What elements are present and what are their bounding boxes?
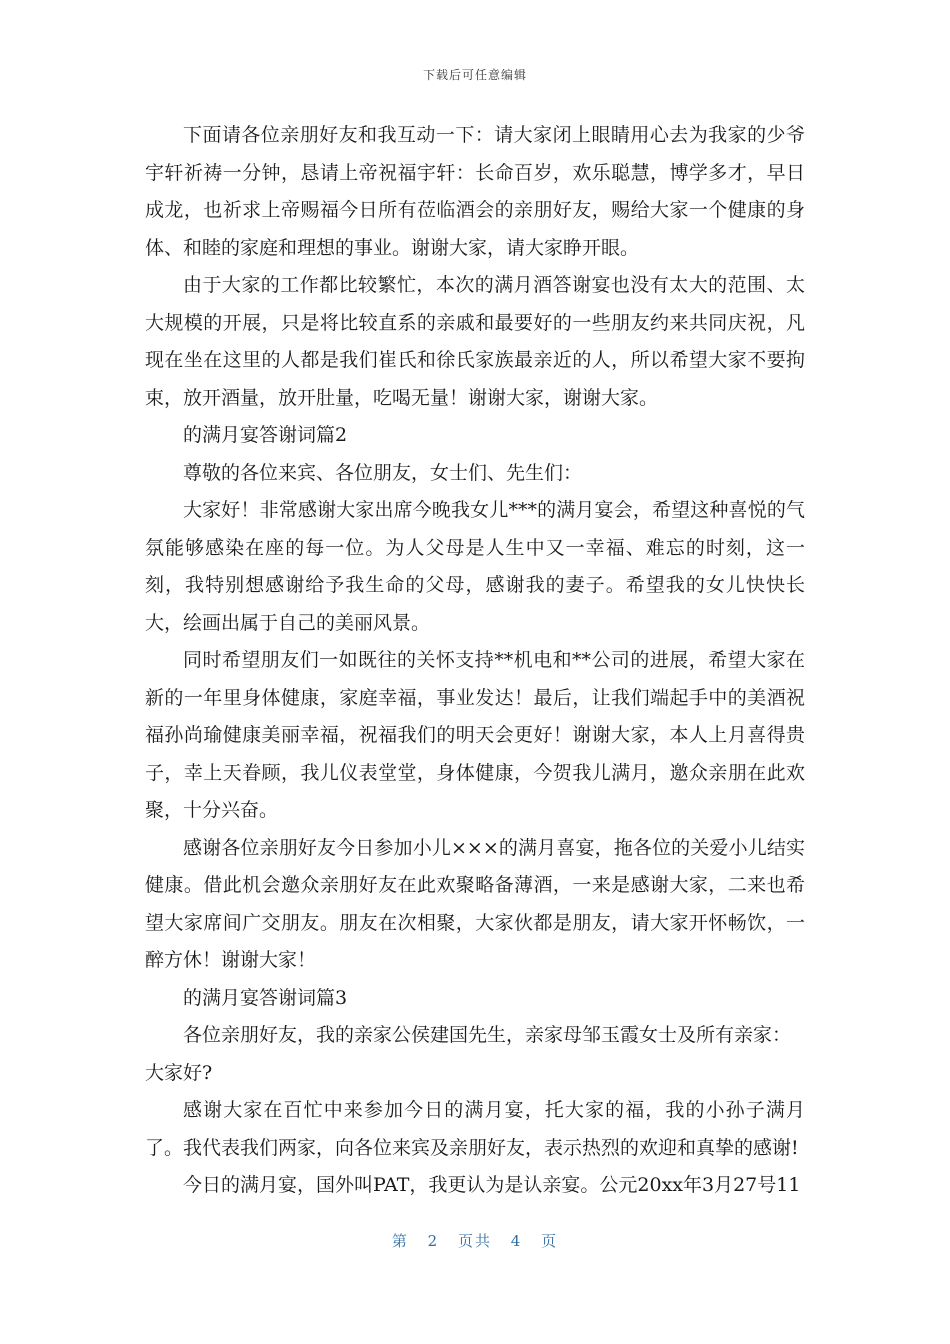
footer-page-number: 2 bbox=[427, 1232, 440, 1250]
document-body bbox=[145, 117, 805, 1205]
footer-ye: 页 bbox=[541, 1232, 559, 1250]
paragraph: 下面请各位亲朋好友和我互动一下：请大家闭上眼睛用心去为我家的少爷宇轩祈祷一分钟，恳请上帝祝福宇轩：长命百岁，欢乐聪慧，博学多才，早日成龙，也祈求上帝赐福今日所有莅临酒会的亲朋好友，赐给大家一个健康的身体、和睦的家庭和理想的事业。谢谢大家，请大家睁开眼。 bbox=[145, 124, 805, 259]
section-heading: 的满月宴答谢词篇3 bbox=[183, 986, 348, 1009]
footer-di: 第 bbox=[391, 1232, 409, 1250]
section-heading: 的满月宴答谢词篇2 bbox=[183, 424, 348, 446]
paragraph: 今日的满月宴，国外叫PAT，我更认为是认亲宴。公元20xx年3月27号11 bbox=[183, 1174, 801, 1196]
paragraph: 感谢各位亲朋好友今日参加小儿×××的满月喜宴，拖各位的关爱小儿结实健康。借此机会邀众亲朋好友在此欢聚略备薄酒，一来是感谢大家，二来也希望大家席间广交朋友。朋友在次相聚，大家伙都是朋友，请大家开怀畅饮，一醉方休！谢谢大家！ bbox=[145, 836, 805, 971]
header-note: 下载后可任意编辑 bbox=[422, 68, 527, 82]
page-footer bbox=[0, 1230, 950, 1251]
paragraph: 由于大家的工作都比较繁忙，本次的满月酒答谢宴也没有太大的范围、太大规模的开展，只是将比较直系的亲戚和最要好的一些朋友约来共同庆祝，凡现在坐在这里的人都是我们崔氏和徐氏家族最亲近的人，所以希望大家不要拘束，放开酒量，放开肚量，吃喝无量！谢谢大家，谢谢大家。 bbox=[145, 274, 805, 409]
footer-total-pages: 4 bbox=[510, 1232, 523, 1250]
paragraph: 感谢大家在百忙中来参加今日的满月宴，托大家的福，我的小孙子满月了。我代表我们两家，向各位来宾及亲朋好友，表示热烈的欢迎和真挚的感谢! bbox=[145, 1099, 805, 1159]
paragraph: 各位亲朋好友，我的亲家公侯建国先生，亲家母邹玉霞女士及所有亲家： bbox=[183, 1024, 792, 1046]
footer-ye-gong: 页共 bbox=[457, 1232, 492, 1250]
paragraph: 大家好? bbox=[145, 1061, 213, 1084]
paragraph: 大家好！非常感谢大家出席今晚我女儿***的满月宴会，希望这种喜悦的气氛能够感染在座的每一位。为人父母是人生中又一幸福、难忘的时刻，这一刻，我特别想感谢给予我生命的父母，感谢我的妻子。希望我的女儿快快长大，绘画出属于自己的美丽风景。 bbox=[145, 499, 805, 634]
paragraph: 尊敬的各位来宾、各位朋友，女士们、先生们： bbox=[183, 461, 583, 484]
paragraph: 同时希望朋友们一如既往的关怀支持**机电和**公司的进展，希望大家在新的一年里身体健康，家庭幸福，事业发达！最后，让我们端起手中的美酒祝福孙尚瑜健康美丽幸福，祝福我们的明天会更好！谢谢大家，本人上月喜得贵子，幸上天眷顾，我儿仪表堂堂，身体健康，今贺我儿满月，邀众亲朋在此欢聚，十分兴奋。 bbox=[145, 649, 805, 821]
